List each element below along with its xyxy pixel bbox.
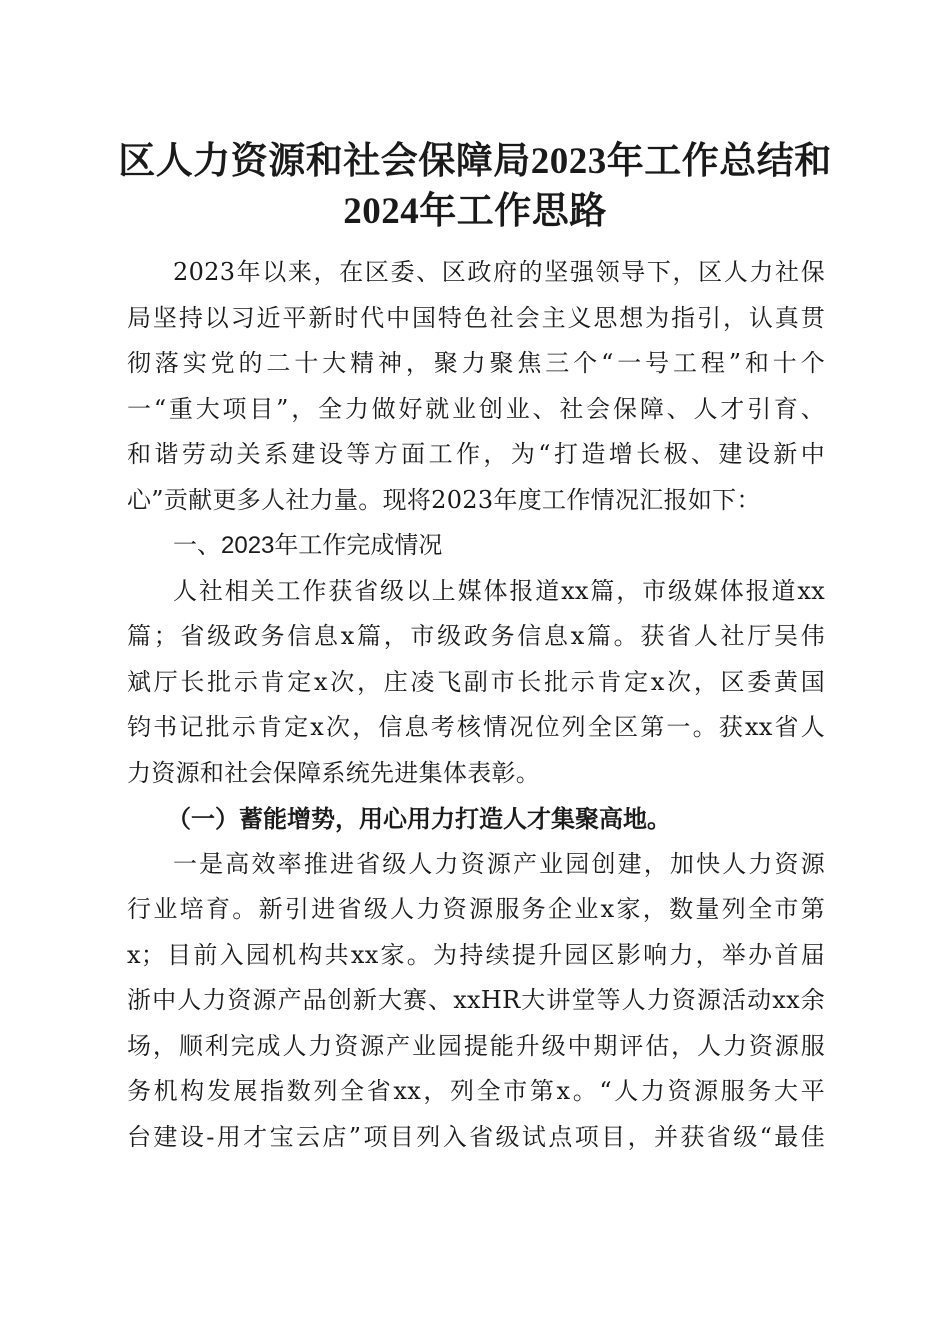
item1-line: 台建设-用才宝云店”项目列入省级试点项目，并获省级“最佳: [127, 1122, 825, 1151]
title-line-1: 区人力资源和社会保障局2023年工作总结和: [118, 141, 832, 182]
section1-line: 篇；省级政务信息x篇，市级政务信息x篇。获省人社厅吴伟: [127, 622, 825, 650]
item1-line: x；目前入园机构共xx家。为持续提升园区影响力，举办首届: [127, 940, 825, 969]
item1-line: 行业培育。新引进省级人力资源服务企业x家，数量列全市第: [127, 895, 825, 923]
intro-line: 2023年以来，在区委、区政府的坚强领导下，区人力社保: [173, 258, 825, 286]
document-title: [95, 137, 855, 237]
item1-line: 浙中人力资源产品创新大赛、xxHR大讲堂等人力资源活动xx余: [127, 986, 825, 1014]
item1-line: 一是高效率推进省级人力资源产业园创建，加快人力资源: [173, 849, 825, 878]
subsection-heading: （一）蓄能增势，用心用力打造人才集聚高地。: [167, 804, 671, 833]
section1-line: 斌厅长批示肯定x次，庄凌飞副市长批示肯定x次，区委黄国: [127, 667, 825, 696]
section1-line: 人社相关工作获省级以上媒体报道xx篇，市级媒体报道xx: [173, 576, 825, 605]
section1-line: 力资源和社会保障系统先进集体表彰。: [127, 758, 541, 787]
item1-line: 务机构发展指数列全省xx，列全市第x。“人力资源服务大平: [127, 1077, 825, 1105]
intro-line: 彻落实党的二十大精神，聚力聚焦三个“一号工程”和十个: [127, 349, 825, 377]
intro-line: 一“重大项目”，全力做好就业创业、社会保障、人才引育、: [127, 394, 825, 423]
item1-line: 场，顺利完成人力资源产业园提能升级中期评估，人力资源服: [127, 1031, 825, 1060]
intro-line: 心”贡献更多人社力量。现将2023年度工作情况汇报如下：: [127, 485, 761, 514]
section-heading: 一、2023年工作完成情况: [173, 532, 443, 559]
intro-line: 局坚持以习近平新时代中国特色社会主义思想为指引，认真贯: [127, 303, 825, 332]
title-line-2: 2024年工作思路: [343, 191, 607, 232]
document-body: [127, 250, 825, 1160]
intro-line: 和谐劳动关系建设等方面工作，为“打造增长极、建设新中: [127, 440, 825, 468]
section1-line: 钧书记批示肯定x次，信息考核情况位列全区第一。获xx省人: [127, 713, 825, 741]
